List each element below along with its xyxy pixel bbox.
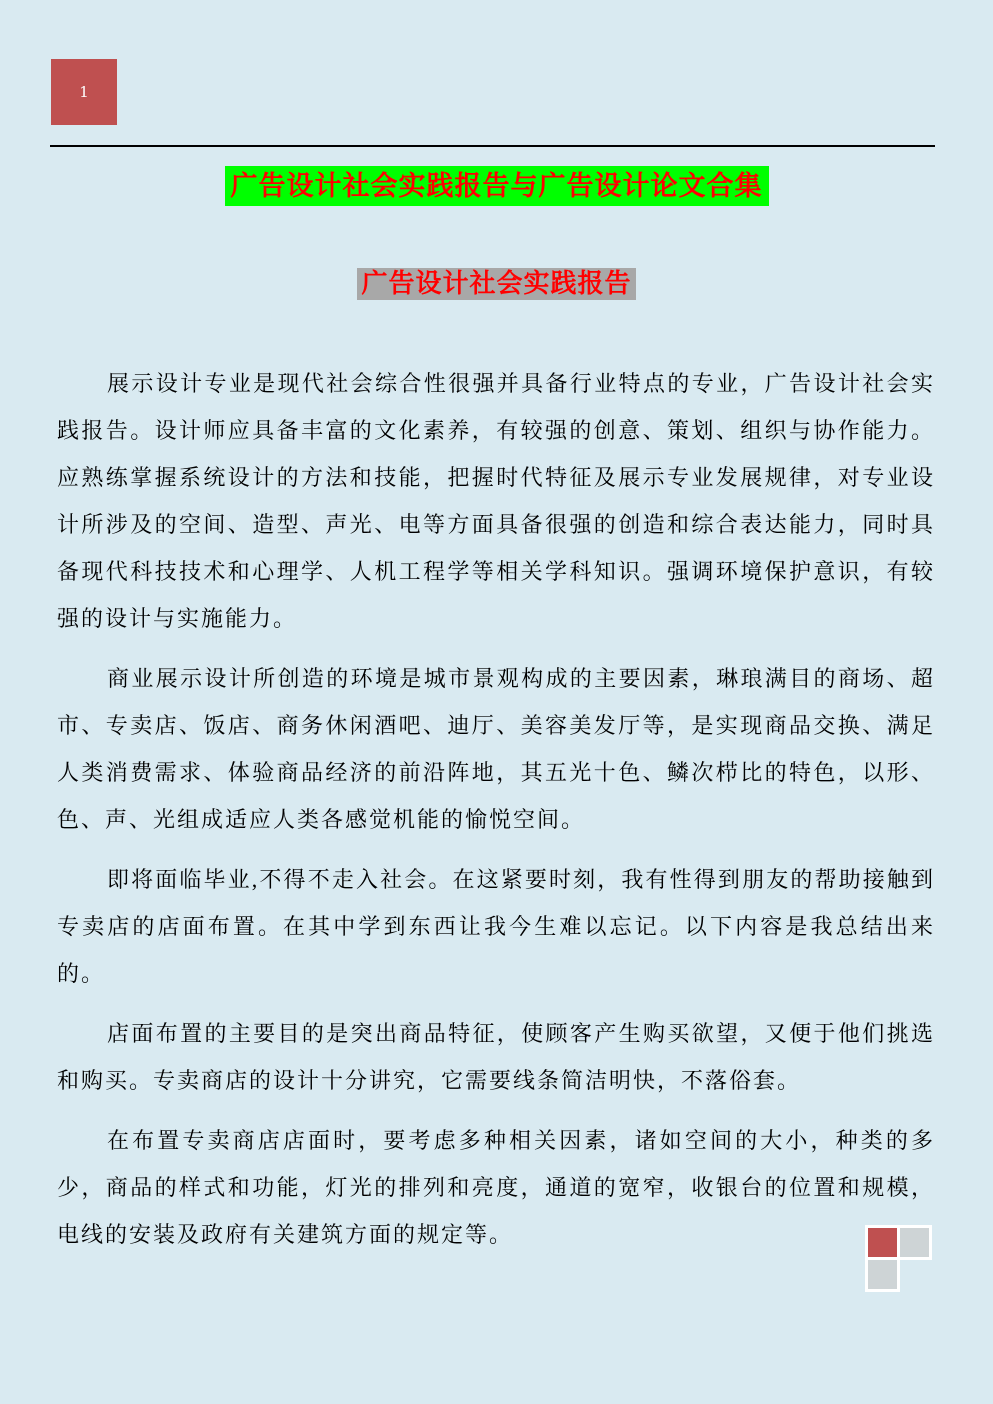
paragraph-5: 在布置专卖商店店面时，要考虑多种相关因素，诸如空间的大小，种类的多少，商品的样式和功能，灯光的排列和亮度，通道的宽窄，收银台的位置和规模，电线的安装及政府有关建筑方面的规定等。: [57, 1128, 935, 1247]
paragraph-4: 店面布置的主要目的是突出商品特征，使顾客产生购买欲望，又便于他们挑选和购买。专卖商店的设计十分讲究，它需要线条简洁明快，不落俗套。: [57, 1021, 935, 1093]
paragraph-2: 商业展示设计所创造的环境是城市景观构成的主要因素，琳琅满目的商场、超市、专卖店、饭店、商务休闲酒吧、迪厅、美容美发厅等，是实现商品交换、满足人类消费需求、体验商品经济的前沿阵地，其五光十色、鳞次栉比的特色，以形、色、声、光组成适应人类各感觉机能的愉悦空间。: [57, 666, 935, 832]
section-title: [0, 268, 993, 300]
page-number-badge: 1: [51, 59, 117, 125]
paragraph-1: 展示设计专业是现代社会综合性很强并具备行业特点的专业，广告设计社会实践报告。设计师应具备丰富的文化素养，有较强的创意、策划、组织与协作能力。应熟练掌握系统设计的方法和技能，把握时代特征及展示专业发展规律，对专业设计所涉及的空间、造型、声光、电等方面具备很强的创造和综合表达能力，同时具备现代科技技术和心理学、人机工程学等相关学科知识。强调环境保护意识，有较强的设计与实施能力。: [57, 371, 935, 631]
logo-gray-square-bottom-left: [868, 1260, 897, 1289]
logo-gray-square-top-right: [900, 1228, 929, 1257]
brand-logo: [865, 1225, 932, 1292]
logo-red-square: [868, 1228, 897, 1257]
document-body: [57, 360, 935, 1271]
section-title-text: 广告设计社会实践报告: [357, 268, 635, 300]
paragraph-3: 即将面临毕业,不得不走入社会。在这紧要时刻，我有性得到朋友的帮助接触到专卖店的店面布置。在其中学到东西让我今生难以忘记。以下内容是我总结出来的。: [57, 867, 935, 986]
document-title-text: 广告设计社会实践报告与广告设计论文合集: [225, 166, 769, 206]
document-title: [0, 166, 993, 206]
header-divider: [50, 145, 935, 147]
